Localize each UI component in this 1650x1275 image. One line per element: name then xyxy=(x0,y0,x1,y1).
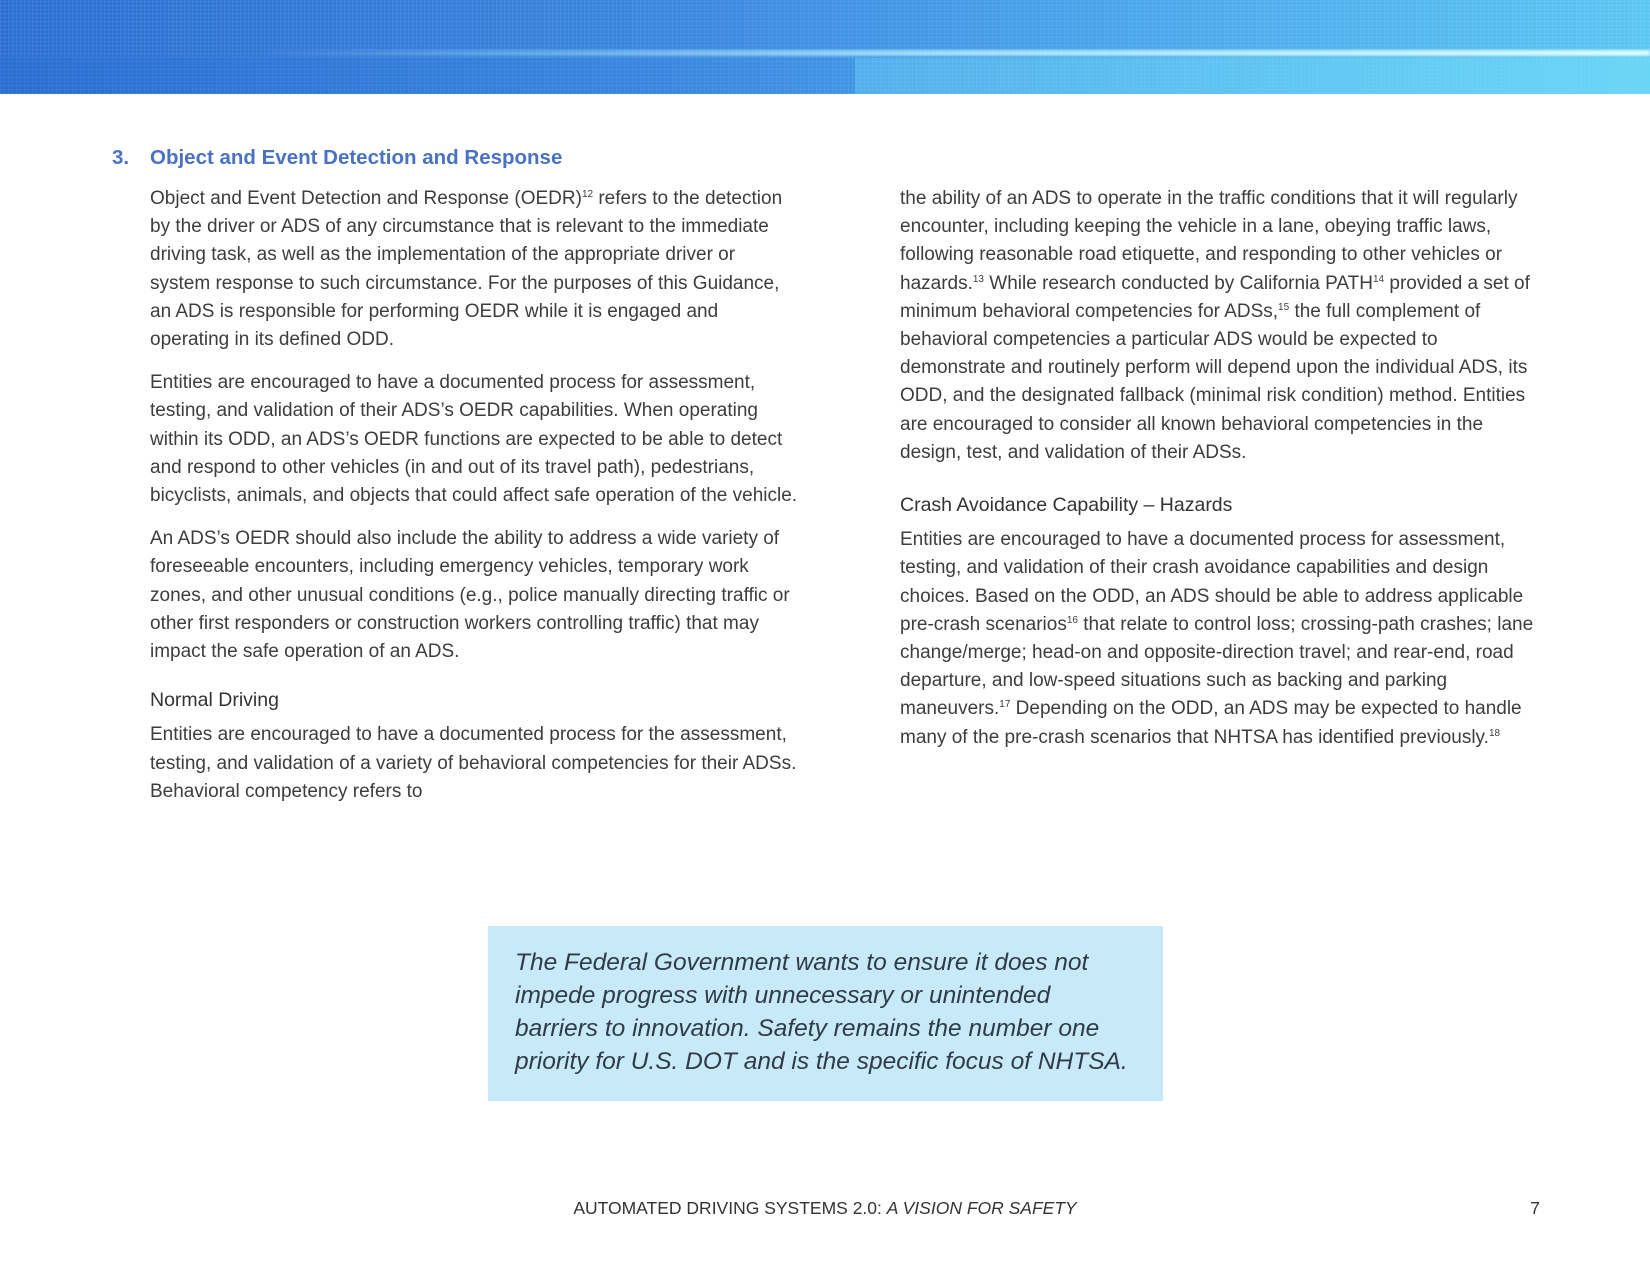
paragraph-oedr-encounters: An ADS’s OEDR should also include the ability to address a wide variety of foreseeable encounters, including emergency vehicles, temporary work zones, and other unusual conditions (e.g., police manually directing traffic or other first responders or construction workers controlling traffic) that may impact the safe operation of an ADS. xyxy=(150,528,790,663)
footer-title-main: AUTOMATED DRIVING SYSTEMS 2.0: xyxy=(573,1198,887,1218)
text-run: While research conducted by California PATH xyxy=(984,272,1373,294)
footnote-ref-14: 14 xyxy=(1372,273,1385,285)
paragraph-crash-avoidance xyxy=(900,526,1540,752)
pull-quote-text: The Federal Government wants to ensure it does not impede progress with unnecessary or unintended barriers to innovation. Safety remains the number one priority for U.S. DOT and is the specific focus of NHTSA. xyxy=(515,949,1128,1075)
paragraph-oedr-definition xyxy=(150,185,798,354)
text-run: Depending on the ODD, an ADS may be expected to handle many of the pre-crash scenarios that NHTSA has identified previously. xyxy=(900,698,1522,748)
text-run: Entities are encouraged to have a documented process for assessment, testing, and validation of their crash avoidance capabilities and design choices. Based on the ODD, an ADS should be able to address applicable pre-crash scenarios xyxy=(900,529,1524,635)
text-run: Object and Event Detection and Response (OEDR) xyxy=(150,188,582,209)
paragraph-oedr-process: Entities are encouraged to have a documented process for assessment, testing, and validation of their ADS’s OEDR capabilities. When operating within its ODD, an ADS’s OEDR functions are expected to be able to detect and respond to other vehicles (in and out of its travel path), pedestrians, bicyclists, animals, and objects that could affect safe operation of the vehicle. xyxy=(150,372,798,507)
pull-quote-box xyxy=(488,926,1163,1101)
subheading-normal-driving: Normal Driving xyxy=(150,689,279,712)
footnote-ref-15: 15 xyxy=(1278,301,1290,313)
header-banner xyxy=(0,0,1650,94)
footer-title-subtitle: A VISION FOR SAFETY xyxy=(886,1198,1077,1218)
footnote-ref-12: 12 xyxy=(581,189,594,200)
section-heading xyxy=(112,146,562,170)
banner-lower-band-right xyxy=(855,58,1650,94)
text-run: the full complement of behavioral competencies a particular ADS would be expected to demonstrate and routinely perform will depend upon the individual ADS, its ODD, and the designated fallback (minimal risk condition) method. Entities are encouraged to consider all known behavioral competencies in the design, test, and validation of their ADSs. xyxy=(900,300,1528,463)
footer-title xyxy=(0,1198,1650,1219)
text-run: the ability of an ADS to operate in the traffic conditions that it will regularly encounter, including keeping the vehicle in a lane, obeying traffic laws, following reasonable road etiquette, and responding to other vehicles or hazards. xyxy=(900,188,1518,294)
text-run: refers to the detection by the driver or ADS of any circumstance that is relevant to the immediate driving task, as well as the implementation of the appropriate driver or system response to such circumstance. For the purposes of this Guidance, an ADS is responsible for performing OEDR while it is engaged and operating in its defined ODD. xyxy=(150,188,783,351)
text-run: that relate to control loss; crossing-path crashes; lane change/merge; head-on and opposite-direction travel; and rear-end, road departure, and low-speed situations such as backing and parking maneuvers. xyxy=(900,613,1534,720)
right-column xyxy=(900,185,1540,767)
paragraph-behavioral-competency xyxy=(900,185,1540,467)
section-title: Object and Event Detection and Response xyxy=(150,146,563,169)
footnote-ref-16: 16 xyxy=(1066,614,1078,626)
footnote-ref-17: 17 xyxy=(999,699,1011,711)
banner-light-streak xyxy=(250,50,1650,56)
subheading-crash-avoidance: Crash Avoidance Capability – Hazards xyxy=(900,494,1233,517)
paragraph-normal-driving: Entities are encouraged to have a documented process for the assessment, testing, and validation of a variety of behavioral competencies for their ADSs. Behavioral competency refers to xyxy=(150,724,797,802)
section-number: 3. xyxy=(112,146,130,169)
footnote-ref-13: 13 xyxy=(972,273,984,285)
text-run: provided a set of minimum behavioral competencies for ADSs, xyxy=(900,272,1530,322)
page-number: 7 xyxy=(1530,1198,1540,1218)
left-column xyxy=(150,185,798,821)
footnote-ref-18: 18 xyxy=(1488,727,1501,739)
